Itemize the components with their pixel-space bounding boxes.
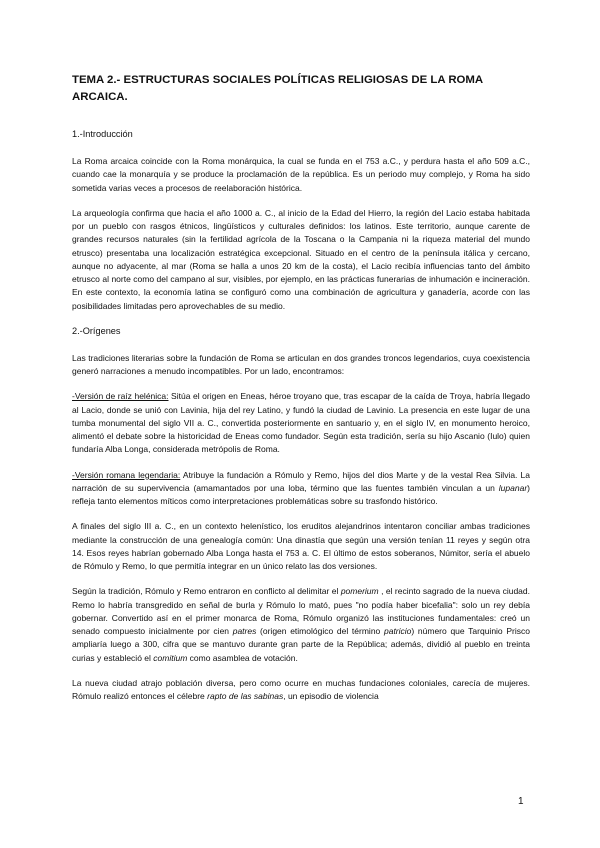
paragraph-siglo-iii: A finales del siglo III a. C., en un contexto helenístico, los eruditos alejandrinos intentaron conciliar ambas tradiciones mediante la construcción de una genealogía común: Una dinastía que según una versión tenían 11 reyes y según otra 14. Esos reyes habrían gobernado Alba Longa hasta el 753 a. C. El último de estos soberanos, Númitor, sería el abuelo de Rómulo y Remo, lo que permitía integrar en un único relato las dos versiones. [72, 521, 530, 571]
term-patricio: patricio [383, 626, 412, 636]
term-rapto-sabinas: rapto de las sabinas [207, 691, 284, 701]
text-romulo-c: (origen etimológico del término [256, 626, 384, 636]
term-comitium: comitium [153, 652, 188, 663]
version-helenica-text: Sitúa el origen en Eneas, héroe troyano que, tras escapar de la caída de Troya, habría llegado al Lacio, donde se unió con Lavinia, hija del rey Latino, y fundó la ciudad de Lavinio. La presencia en este lugar de una tumba monumental del siglo VII a. C., convertida posteriormente en santuario y, en el siglo IV, en monumento heroico, alimentó el debate sobre la historicidad de Eneas como fundador. Según esta tradición, sería su hijo Ascanio (Iulo) quien fundaría Alba Longa, considerada metrópolis de Roma. [72, 391, 530, 455]
text-romulo-d: ) número que Tarquinio Prisco ampliaría luego a 300, cifra que se mantuvo durante gran parte de la República; además, dividió al pueblo en treinta curias y estableció el [72, 626, 530, 663]
paragraph-origenes-1: Las tradiciones literarias sobre la fundación de Roma se articulan en dos grandes troncos legendarios, cuya coexistencia generó narraciones a menudo incompatibles. Por un lado, encontramos: [72, 352, 530, 376]
paragraph-intro-2: La arqueología confirma que hacia el año 1000 a. C., al inicio de la Edad del Hierro, la región del Lacio estaba habitada por un pueblo con rasgos étnicos, lingüísticos y culturales definidos: los latinos. Este territorio, aunque carente de grandes recursos naturales (sin la fertilidad agrícola de la Toscana o la Campania ni la riqueza material del mundo etrusco) presentaba una localización estratégica excepcional. Situado en el centro de la península itálica y cercano, aunque no adyacente, al mar (Roma se halla a unos 20 km de la costa), el Lacio recibía influencias tanto del ámbito etrusco al norte como del campano al sur, visibles, por ejemplo, en las prácticas funerarias de inhumación e incineración. En este contexto, la economía latina se configuró como una combinación de agricultura y ganadería, acorde con las posibilidades limitadas pero aprovechables de su medio. [72, 207, 530, 311]
page-number: 1 [518, 796, 524, 807]
text-sabinas-b: , un episodio de violencia [283, 691, 379, 701]
text-romulo-a: Según la tradición, Rómulo y Remo entraron en conflicto al delimitar el [72, 586, 341, 597]
term-pomerium: pomerium [340, 586, 379, 597]
paragraph-intro-1: La Roma arcaica coincide con la Roma monárquica, la cual se funda en el 753 a.C., y perdura hasta el año 509 a.C., cuando cae la monarquía y se produce la proclamación de la república. Es un periodo muy complejo, y Roma ha sido sometida varias veces a procesos de reelaboración histórica. [72, 156, 530, 193]
version-romana-label: -Versión romana legendaria: [72, 469, 181, 480]
text-romulo-e: como asamblea de votación. [187, 652, 298, 663]
document-title: TEMA 2.- ESTRUCTURAS SOCIALES POLÍTICAS RELIGIOSAS DE LA ROMA ARCAICA. [72, 74, 483, 103]
paragraph-version-romana [72, 469, 530, 509]
section-heading-origenes: 2.-Orígenes [72, 325, 121, 336]
version-romana-text-a: Atribuye la fundación a Rómulo y Remo, hijos del dios Marte y de la vestal Rea Silvia. La narración de su supervivencia (amamantados por una loba, término que las fuentes también vinculan a un [72, 469, 530, 493]
paragraph-version-helenica [72, 390, 530, 456]
section-heading-introduccion: 1.-Introducción [72, 129, 133, 139]
paragraph-sabinas [72, 677, 530, 704]
term-lupanar: lupanar [498, 482, 528, 493]
paragraph-romulo-remo [72, 585, 530, 665]
version-helenica-label: -Versión de raíz helénica: [72, 391, 169, 402]
text-sabinas-a: La nueva ciudad atrajo población diversa, pero como ocurre en muchas fundaciones coloniales, carecía de mujeres. Rómulo realizó entonces el célebre [72, 677, 530, 701]
page-content [72, 72, 530, 703]
version-romana-text-b: ) refleja tanto elementos míticos como interpretaciones problemáticas sobre su trasfondo histórico. [72, 482, 530, 506]
text-romulo-b: , el recinto sagrado de la nueva ciudad. Remo lo habría transgredido en señal de burla y Rómulo lo mató, pues "no podía haber bicefalia": solo un rey debía gobernar. Convertido así en el primer monarca de Roma, Rómulo organizó las instituciones fundamentales: creó un senado compuesto inicialmente por cien [72, 586, 530, 636]
term-patres: patres [232, 626, 257, 636]
